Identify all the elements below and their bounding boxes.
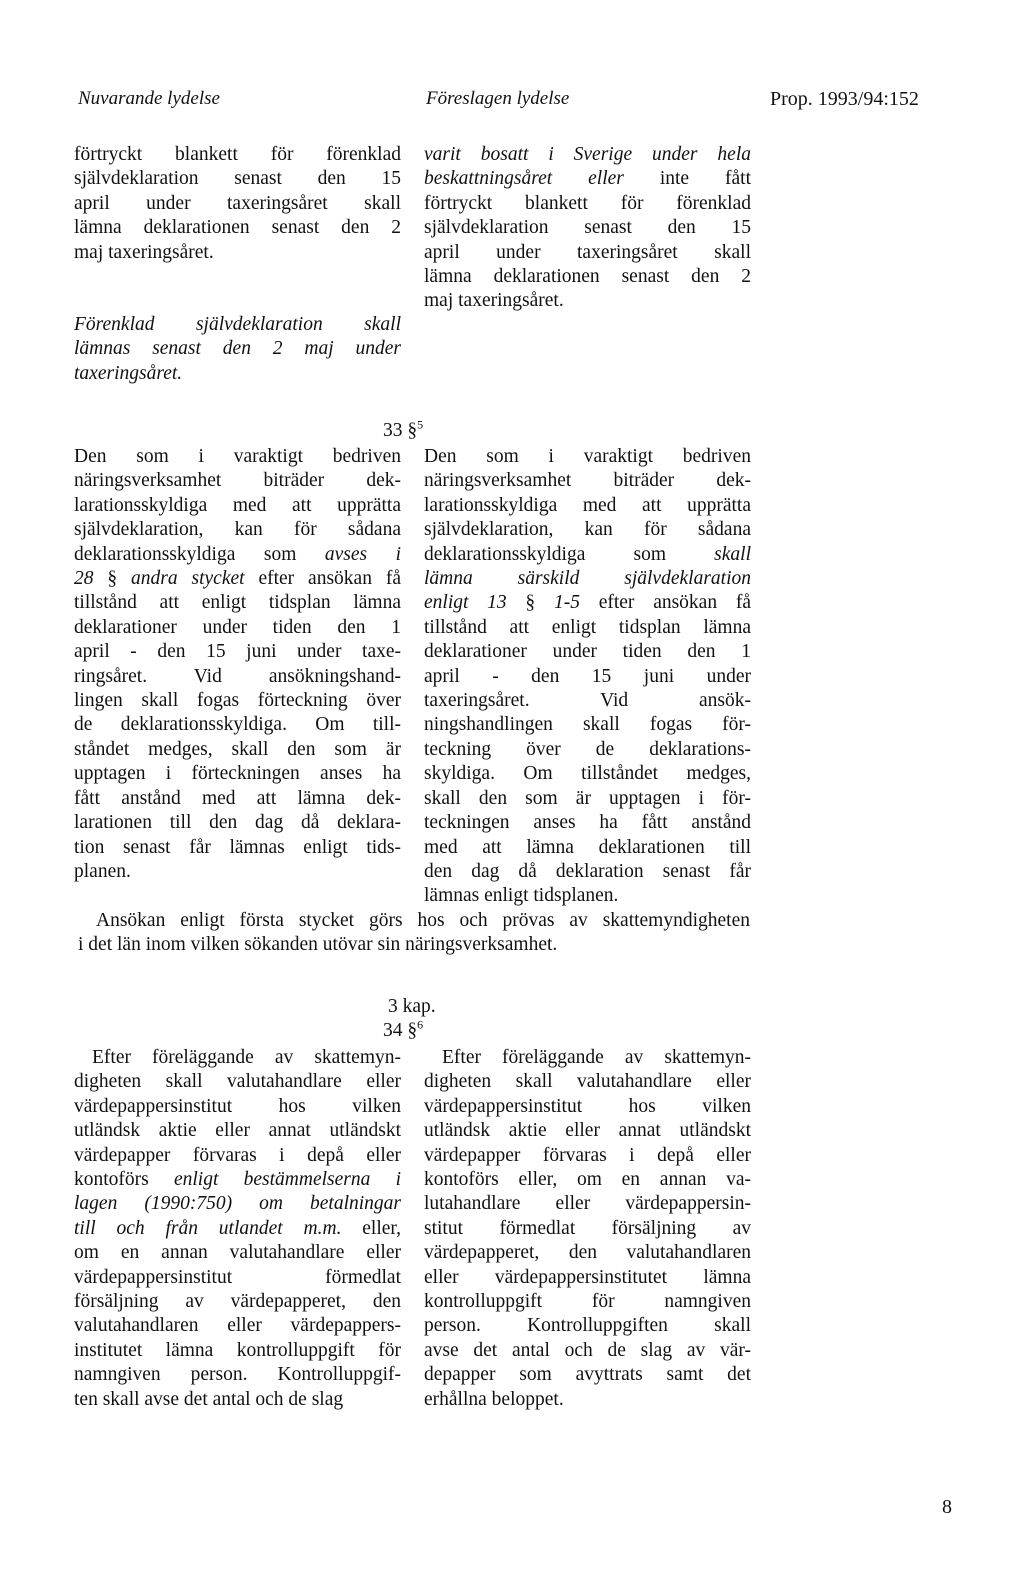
text-line: april under taxeringsåret skall [424, 241, 751, 263]
text-line: Efter föreläggande av skattemyn- [92, 1047, 401, 1068]
text-line: näringsverksamhet biträder dek- [74, 470, 401, 492]
text-line: institutet lämna kontrolluppgift för [74, 1339, 401, 1361]
text-line: taxeringsåret. Vid ansök- [424, 690, 751, 712]
section33-right-column [424, 445, 751, 909]
text-line: värdepappersinstitut hos vilken [74, 1095, 401, 1117]
text-line: maj taxeringsåret. [424, 290, 564, 312]
text-line: lämnas enligt tidsplanen. [424, 885, 619, 907]
header-middle: Föreslagen lydelse [426, 88, 570, 109]
text-line: deklarationsskyldiga som avses i [74, 543, 401, 565]
header-left: Nuvarande lydelse [78, 88, 220, 109]
text-line: ståndet medges, skall den som är [74, 738, 401, 760]
text-line: deklarationer under tiden den 1 [74, 616, 401, 638]
text-line: depapper som avyttrats samt det [424, 1364, 751, 1386]
section34-right-column [424, 1046, 751, 1412]
text-line: taxeringsåret. [74, 362, 183, 384]
text-line: deklarationsskyldiga som skall [424, 543, 751, 565]
text-line: försäljning av värdepapperet, den [74, 1291, 401, 1313]
text-line: ten skall avse det antal och de slag [74, 1388, 344, 1410]
text-line: självdeklaration, kan för sådana [74, 519, 401, 541]
text-line: tillstånd att enligt tidsplan lämna [74, 592, 401, 614]
text-line: kontoförs enligt bestämmelserna i [74, 1169, 401, 1191]
chapter-heading: 3 kap. [388, 996, 436, 1017]
section-number: 34 § [383, 1020, 418, 1041]
text-line: varit bosatt i Sverige under hela [424, 144, 751, 165]
text-line: förtryckt blankett för förenklad [424, 192, 751, 214]
text-line: utländsk aktie eller annat utländskt [424, 1120, 751, 1142]
text-line: valutahandlaren eller värdepappers- [74, 1315, 401, 1337]
text-line: självdeklaration senast den 15 [424, 217, 751, 239]
text-line: kontoförs eller, om en annan va- [424, 1169, 751, 1191]
text-line: ringsåret. Vid ansökningshand- [74, 665, 401, 687]
text-line: larationen till den dag då deklara- [74, 812, 401, 834]
section33-shared-paragraph [78, 909, 750, 958]
text-line: lingen skall fogas förteckning över [74, 690, 401, 712]
text-line: skyldiga. Om tillståndet medges, [424, 763, 751, 785]
italic-fragment: beskattningsåret eller [424, 168, 624, 190]
text-line: planen. [74, 860, 131, 882]
block1-right-column [424, 143, 751, 314]
text-line: ningshandlingen skall fogas för- [424, 714, 751, 736]
text-line: digheten skall valutahandlare eller [424, 1071, 751, 1093]
text-line: enligt 13 § 1-5 efter ansökan få [424, 592, 751, 614]
text-line: lämna särskild självdeklaration [424, 568, 751, 590]
text-line: näringsverksamhet biträder dek- [424, 470, 751, 492]
text-line: Den som i varaktigt bedriven [74, 446, 401, 467]
text-line: värdepappersinstitut hos vilken [424, 1095, 751, 1117]
text-line: teckningen anses ha fått anstånd [424, 812, 751, 834]
text-line: larationsskyldiga med att upprätta [424, 494, 751, 516]
text-line: lämna deklarationen senast den 2 [424, 266, 751, 288]
text-line: i det län inom vilken sökanden utövar sin näringsverksamhet. [78, 934, 558, 956]
footnote-marker: 5 [417, 417, 424, 432]
footnote-marker: 6 [417, 1017, 424, 1032]
text-line: april - den 15 juni under [424, 665, 751, 687]
text-line: till och från utlandet m.m. eller, [74, 1217, 402, 1239]
text-line: om en annan valutahandlare eller [74, 1242, 401, 1264]
text-line: april under taxeringsåret skall [74, 192, 401, 214]
text-line: teckning över de deklarations- [424, 738, 751, 760]
text-line: maj taxeringsåret. [74, 241, 214, 263]
text-line: Den som i varaktigt bedriven [424, 446, 751, 467]
text-line: förtryckt blankett för förenklad [74, 144, 401, 165]
text-line: deklarationer under tiden den 1 [424, 641, 751, 663]
text-fragment: inte fått [623, 168, 751, 190]
text-line [424, 167, 751, 191]
text-line: 28 § andra stycket efter ansökan få [74, 568, 401, 590]
text-line: kontrolluppgift för namngiven [424, 1291, 751, 1313]
text-line: tillstånd att enligt tidsplan lämna [424, 616, 751, 638]
text-line: avse det antal och de slag av vär- [424, 1339, 751, 1361]
text-line: april - den 15 juni under taxe- [74, 641, 401, 663]
text-line: upptagen i förteckningen anses ha [74, 763, 401, 785]
page-number: 8 [942, 1496, 952, 1518]
block1-left-column [74, 143, 401, 386]
text-line: namngiven person. Kontrolluppgif- [74, 1364, 401, 1386]
text-line: Ansökan enligt första stycket görs hos och prövas av skattemyndigheten [96, 910, 750, 931]
text-line: självdeklaration senast den 15 [74, 168, 401, 190]
text-line: med att lämna deklarationen till [424, 836, 751, 858]
text-line: de deklarationsskyldiga. Om till- [74, 714, 401, 736]
text-line: självdeklaration, kan för sådana [424, 519, 751, 541]
text-line: den dag då deklaration senast får [424, 860, 751, 882]
text-line: digheten skall valutahandlare eller [74, 1071, 401, 1093]
text-line: lagen (1990:750) om betalningar [74, 1193, 401, 1215]
text-line: skall den som är upptagen i för- [424, 787, 751, 809]
text-line: larationsskyldiga med att upprätta [74, 494, 401, 516]
section34-left-column [74, 1046, 401, 1412]
text-line: lutahandlare eller värdepappersin- [424, 1193, 751, 1215]
text-line: tion senast får lämnas enligt tids- [74, 836, 401, 858]
header-right: Prop. 1993/94:152 [770, 88, 919, 110]
text-line: Efter föreläggande av skattemyn- [442, 1047, 751, 1068]
text-line: stitut förmedlat försäljning av [424, 1217, 751, 1239]
text-line: fått anstånd med att lämna dek- [74, 787, 401, 809]
text-line: erhållna beloppet. [424, 1388, 564, 1410]
text-line: värdepapper förvaras i depå eller [424, 1144, 751, 1166]
text-line: eller värdepappersinstitutet lämna [424, 1266, 751, 1288]
section-heading [383, 417, 424, 442]
text-line: värdepapperet, den valutahandlaren [424, 1242, 751, 1264]
text-line: värdepapper förvaras i depå eller [74, 1144, 401, 1166]
text-line: Förenklad självdeklaration skall [74, 314, 401, 336]
text-line: lämnas senast den 2 maj under [74, 338, 401, 360]
section33-left-column [74, 445, 401, 884]
section-heading [383, 1017, 424, 1042]
text-line: lämna deklarationen senast den 2 [74, 217, 401, 239]
text-line: utländsk aktie eller annat utländskt [74, 1120, 401, 1142]
text-line: person. Kontrolluppgiften skall [424, 1315, 751, 1337]
section-number: 33 § [383, 420, 418, 441]
text-line: värdepappersinstitut förmedlat [74, 1266, 401, 1288]
